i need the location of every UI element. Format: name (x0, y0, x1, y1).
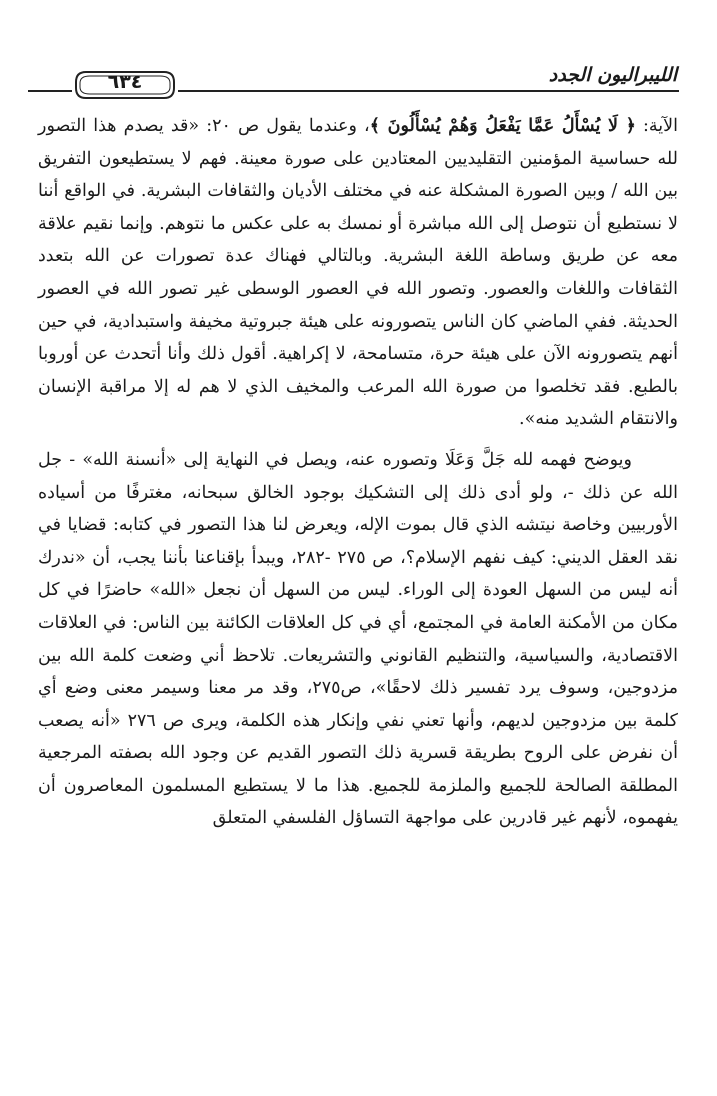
paragraph-2: ويوضح فهمه لله جَلَّ وَعَلَا وتصوره عنه، ويصل في النهاية إلى «أنسنة الله» - جل الله عن ذلك -، ولو أدى ذلك إلى التشكيك بوجود الخالق سبحانه، مغترفًا من أسياده الأوربيين وخاصة نيتشه الذي قال بموت الإله، ويعرض لنا هذا التصور في كتابه: قضايا في نقد العقل الديني: كيف نفهم الإسلام؟، ص ٢٧٥ -٢٨٢، ويبدأ بإقناعنا بأننا يجب، أن «ندرك أنه ليس من السهل العودة إلى الوراء. ليس من السهل أن نجعل «الله» حاضرًا في كل مكان من الأمكنة العامة في المجتمع، أي في كل العلاقات الكائنة بين الناس: في العلاقات الاقتصادية، والسياسية، والتنظيم القانوني والتشريعات. تلاحظ أني وضعت كلمة الله بين مزدوجين، وسوف يرد تفسير ذلك لاحقًا»، ص٢٧٥، وقد مر معنا وسيمر معنى وضع أي كلمة بين مزدوجين لديهم، وأنها تعني نفي وإنكار هذه الكلمة، ويرى ص ٢٧٦ «أنه يصعب أن نفرض على الروح بطريقة قسرية ذلك التصور القديم عن وجود الله بصفته المرجعية المطلقة الصالحة للجميع والملزمة للجميع. هذا ما لا يستطيع المسلمون المعاصرون أن يفهموه، لأنهم غير قادرين على مواجهة التساؤل الفلسفي المتعلق (38, 449, 678, 829)
page-header (0, 62, 717, 102)
body-text (38, 110, 678, 835)
page-number-frame (72, 68, 178, 102)
paragraph-1 (38, 110, 678, 436)
page-number: ٦٣٤ (107, 71, 143, 93)
paragraph-1-lead: الآية: (635, 116, 678, 136)
quran-verse: ﴿ لَا يُسْأَلُ عَمَّا يَفْعَلُ وَهُمْ يُسْأَلُونَ ﴾ (369, 116, 636, 136)
book-title: الليبراليون الجدد (541, 64, 677, 86)
paragraph-1-text: ، وعندما يقول ص ٢٠: «قد يصدم هذا التصور لله حساسية المؤمنين التقليديين المعتادين على صورة معينة. فهم لا يستطيعون التفريق بين الله / وبين الصورة المشكلة عنه في مختلف الأديان والثقافات البشرية. في الواقع أننا لا نستطيع أن نتوصل إلى الله مباشرة أو نمسك به على عكس ما نتوهم. وإنما نقيم علاقة معه عن طريق وساطة اللغة البشرية. وبالتالي فهناك عدة تصورات عن الله بتعدد الثقافات واللغات والعصور. وتصور الله في العصور الوسطى غير تصور الله في العصور الحديثة. ففي الماضي كان الناس يتصورونه على هيئة جبروتية مخيفة واستبدادية، في حين أنهم يتصورونه الآن على هيئة حرة، متسامحة، لا إكراهية. أقول ذلك وأنا أتحدث عن أوروبا بالطبع. فقد تخلصوا من صورة الله المرعب والمخيف الذي لا هم له إلا مراقبة الإنسان والانتقام الشديد منه». (38, 116, 678, 430)
